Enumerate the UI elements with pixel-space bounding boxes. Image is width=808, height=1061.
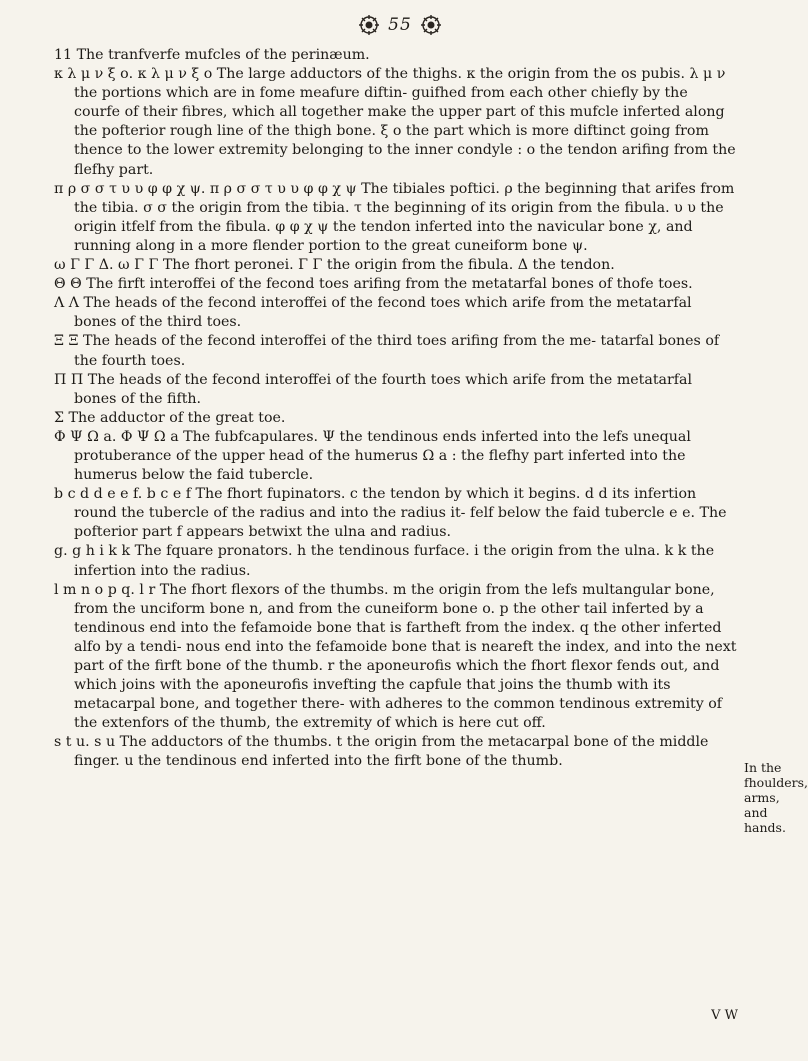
paragraph-second-interossei-second: Λ Λ The heads of the fecond interoffei of the fecond toes which arife from the metatarfal bones of the third toes. bbox=[54, 295, 692, 331]
paragraph-first-interossei: Θ Θ The firft interoffei of the fecond toes arifing from the metatarfal bones of thofe toes. bbox=[54, 276, 693, 293]
ornament-left-icon bbox=[358, 14, 380, 36]
paragraph-square-pronators: g. g h i k k The fquare pronators. h the tendinous furface. i the origin from the ulna. k k the infertion into the radius. bbox=[54, 543, 715, 579]
paragraph-adductors-thighs: κ λ μ ν ξ ο. κ λ μ ν ξ ο The large adductors of the thighs. κ the origin from the os pubis. λ μ ν the portions which are in fome meafure diftin- guifhed from each other chiefly by the courfe of their fibres, which all together make the upper part of this mufcle inferted along the pofterior rough line of the thigh bone. ξ ο the part which is more diftinct going from thence to the lower extremity belonging to the inner condyle : ο the tendon arifing from the flefhy part. bbox=[54, 66, 736, 178]
paragraph-short-supinators: b c d d e e f. b c e f The fhort fupinators. c the tendon by which it begins. d d its infertion round the tubercle of the radius and into the radius it- felf below the faid tubercle e e. The pofterior part f appears betwixt the ulna and radius. bbox=[54, 486, 727, 541]
paragraph-subscapulares: Φ Ψ Ω a. Φ Ψ Ω a The fubfcapulares. Ψ the tendinous ends inferted into the lefs unequal protuberance of the upper head of the humerus Ω a : the flefhy part inferted into the humerus below the faid tubercle. bbox=[54, 428, 691, 484]
paragraph-transverse-perinaeum: 11 The tranfverfe mufcles of the perinæum. bbox=[54, 47, 370, 63]
paragraph-adductor-great-toe: Σ The adductor of the great toe. bbox=[54, 409, 286, 426]
paragraph-second-interossei-fourth: Π Π The heads of the fecond interoffei of the fourth toes which arife from the metatarfal bones of the fifth. bbox=[54, 371, 693, 407]
page-header bbox=[0, 10, 800, 40]
paragraph-second-interossei-third: Ξ Ξ The heads of the fecond interoffei of the third toes arifing from the me- tatarfal bones of the fourth toes. bbox=[54, 333, 720, 369]
paragraph-short-peronei: ω Γ Γ Δ. ω Γ Γ The fhort peronei. Γ Γ the origin from the fibula. Δ the tendon. bbox=[54, 257, 615, 274]
paragraph-short-flexors-thumbs: l m n o p q. l r The fhort flexors of the thumbs. m the origin from the lefs multangular bone, from the unciform bone n, and from the cuneiform bone o. p the other tail inferted by a tendinous end into the fefamoide bone that is fartheft from the index. q the other inferted alfo by a tendi- nous end into the fefamoide bone that is neareft the index, and into the next part of the firft bone of the thumb. r the aponeurofis which the fhort flexor fends out, and which joins with the aponeurofis invefting the capfule that joins the thumb with its metacarpal bone, and together there- with adheres to the common tendinous extremity of the extenfors of the thumb, the extremity of which is here cut off. bbox=[54, 581, 737, 732]
body-text bbox=[54, 46, 738, 772]
paragraph-tibiales-postici: π ρ σ σ τ υ υ φ φ χ ψ. π ρ σ σ τ υ υ φ φ χ ψ The tibiales poftici. ρ the beginning that arifes from the tibia. σ σ the origin from the tibia. τ the beginning of its origin from the fibula. υ υ the origin itfelf from the fibula. φ φ χ ψ the tendon inferted into the navicular bone χ, and running along in a more flender portion to the great cuneiform bone ψ. bbox=[54, 180, 735, 254]
margin-note: In the fhoulders, arms, and hands. bbox=[744, 760, 808, 835]
catchword: V W bbox=[711, 1008, 738, 1023]
ornament-right-icon bbox=[420, 14, 442, 36]
page-number: 55 bbox=[388, 15, 412, 35]
paragraph-adductors-thumbs: s t u. s u The adductors of the thumbs. t the origin from the metacarpal bone of the middle finger. u the tendinous end inferted into the firft bone of the thumb. bbox=[54, 734, 709, 770]
